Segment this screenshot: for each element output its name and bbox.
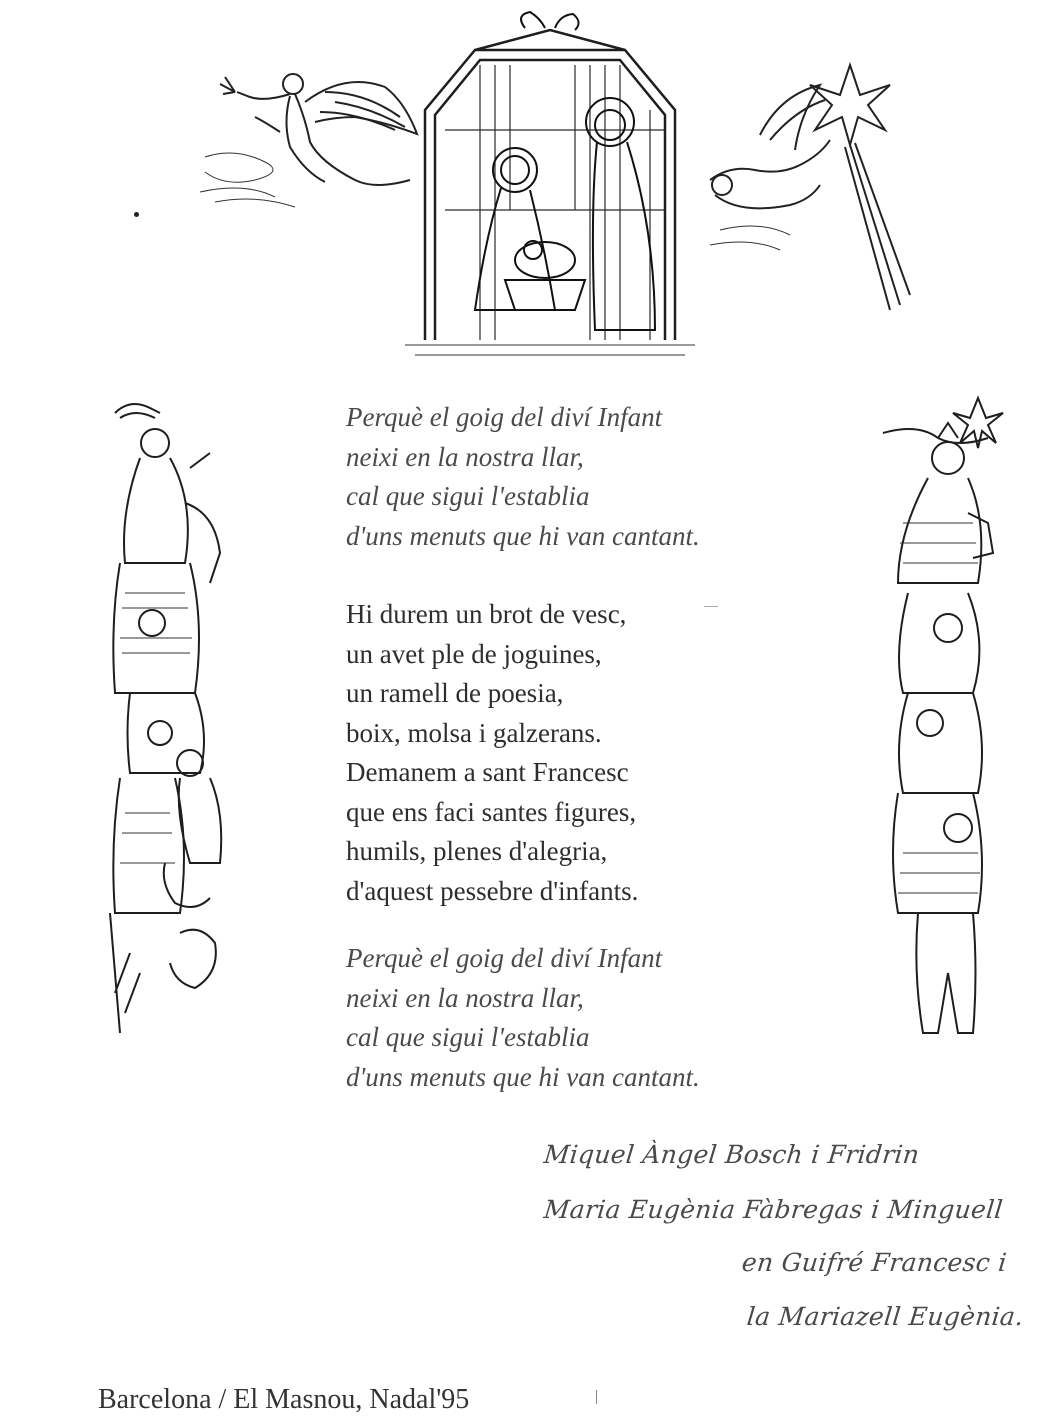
angel-left-illustration <box>195 62 420 212</box>
poem-line: que ens faci santes figures, <box>346 796 637 827</box>
poem-line: cal que sigui l'establia <box>346 481 590 511</box>
signature-line: Maria Eugènia Fàbregas i Minguell <box>542 1195 1005 1224</box>
poem-line: d'aquest pessebre d'infants. <box>346 875 639 906</box>
poem-line: Perquè el goig del diví Infant <box>346 943 663 973</box>
poem-line: neixi en la nostra llar, <box>346 441 584 472</box>
signature-line: Miquel Àngel Bosch i Fridrin <box>542 1140 921 1169</box>
kings-illustration <box>878 393 1008 1063</box>
footer-divider <box>596 1390 597 1404</box>
shepherds-icon <box>100 393 230 1038</box>
signature-line: en Guifré Francesc i <box>740 1248 1009 1277</box>
poem-line: un avet ple de joguines, <box>346 638 602 669</box>
footer-place-date: Barcelona / El Masnou, Nadal'95 <box>98 1384 470 1415</box>
nativity-illustration <box>405 10 695 362</box>
scan-speck <box>134 212 139 217</box>
poem-line: neixi en la nostra llar, <box>346 982 584 1013</box>
poem-line: d'uns menuts que hi van cantant. <box>346 1061 700 1092</box>
poem-line: cal que sigui l'establia <box>346 1022 590 1052</box>
angel-right-illustration <box>700 55 915 315</box>
poem-line: Demanem a sant Francesc <box>346 757 629 787</box>
nativity-icon <box>405 10 695 362</box>
poem-stanza-3 <box>346 939 846 1097</box>
poem-line: humils, plenes d'alegria, <box>346 836 608 866</box>
poem-stanza-1 <box>346 398 846 556</box>
poem-line: d'uns menuts que hi van cantant. <box>346 520 700 551</box>
poem-line: Perquè el goig del diví Infant <box>346 402 663 432</box>
star-angel-icon <box>700 55 915 315</box>
shepherds-illustration <box>100 393 230 1038</box>
angel-icon <box>195 62 420 212</box>
poem-line: boix, molsa i galzerans. <box>346 717 602 748</box>
kings-icon <box>878 393 1008 1063</box>
poem-line: un ramell de poesia, <box>346 678 564 708</box>
poem-stanza-2 <box>346 595 846 911</box>
poem-line: Hi durem un brot de vesc, <box>346 599 627 629</box>
signature-line: la Mariazell Eugènia. <box>745 1302 1026 1331</box>
